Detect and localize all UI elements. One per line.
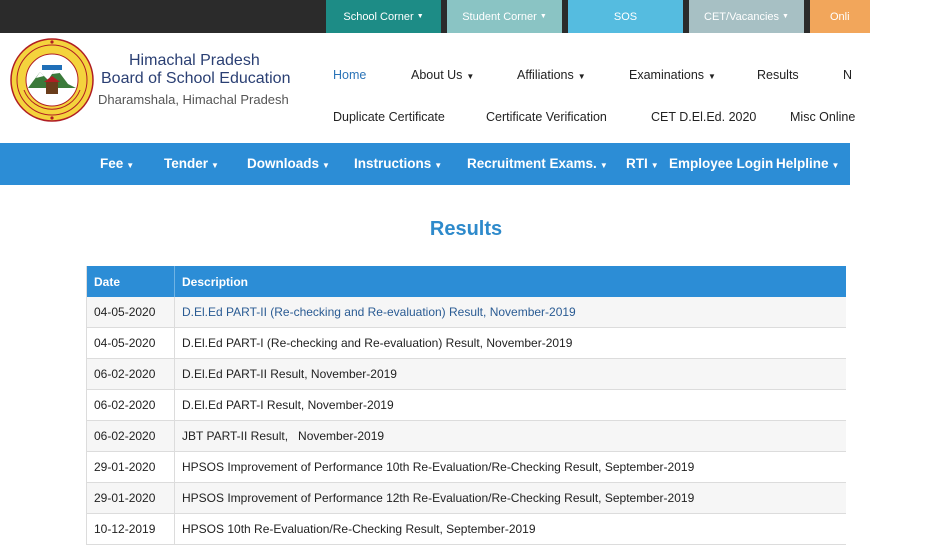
row-date: 29-01-2020 xyxy=(87,452,175,482)
menu-rti[interactable] xyxy=(626,156,659,171)
row-date: 06-02-2020 xyxy=(87,390,175,420)
brand-title-line2: Board of School Education xyxy=(101,70,291,87)
online-label: Onli xyxy=(830,10,850,23)
results-table xyxy=(86,266,846,545)
row-date: 29-01-2020 xyxy=(87,483,175,513)
student-corner-label: Student Corner xyxy=(462,10,537,23)
menu-helpline[interactable] xyxy=(776,156,839,171)
menu-employee-login[interactable]: Employee Login xyxy=(669,156,774,171)
row-description-link[interactable]: HPSOS 10th Re-Evaluation/Re-Checking Result, September-2019 xyxy=(182,522,536,536)
row-description-link[interactable]: HPSOS Improvement of Performance 10th Re-Evaluation/Re-Checking Result, September-2019 xyxy=(182,460,695,474)
chevron-down-icon: ▼ xyxy=(831,161,840,170)
nav-affiliations[interactable] xyxy=(517,68,586,82)
table-row xyxy=(87,328,846,359)
page-title: Results xyxy=(429,218,503,240)
sos-label: SOS xyxy=(613,10,638,23)
menu-downloads-label: Downloads xyxy=(247,156,320,171)
chevron-down-icon: ▼ xyxy=(434,161,443,170)
chevron-down-icon: ▼ xyxy=(782,13,789,20)
nav-home[interactable]: Home xyxy=(333,68,367,82)
row-description-link[interactable]: JBT PART-II Result, November-2019 xyxy=(182,429,385,443)
menu-instructions[interactable] xyxy=(354,156,442,171)
row-description-link[interactable]: HPSOS Improvement of Performance 12th Re-Evaluation/Re-Checking Result, September-2019 xyxy=(182,491,695,505)
row-date: 04-05-2020 xyxy=(87,328,175,358)
cet-vacancies-button[interactable] xyxy=(689,0,804,33)
chevron-down-icon: ▼ xyxy=(466,72,475,81)
nav-results[interactable]: Results xyxy=(757,68,799,82)
chevron-down-icon: ▼ xyxy=(126,161,135,170)
cet-vacancies-label: CET/Vacancies xyxy=(704,10,780,23)
column-header-description: Description xyxy=(182,274,249,289)
chevron-down-icon: ▼ xyxy=(539,13,547,20)
nav-duplicate-certificate[interactable]: Duplicate Certificate xyxy=(333,110,445,124)
row-date: 04-05-2020 xyxy=(87,297,175,327)
row-date: 06-02-2020 xyxy=(87,359,175,389)
nav-examinations-label: Examinations xyxy=(629,68,705,82)
school-corner-label: School Corner xyxy=(343,10,414,23)
nav-about-us[interactable] xyxy=(411,68,474,82)
table-row xyxy=(87,297,846,328)
table-row xyxy=(87,483,846,514)
brand-title-line1: Himachal Pradesh xyxy=(129,52,260,69)
table-row xyxy=(87,514,846,545)
sos-button[interactable] xyxy=(568,0,683,33)
online-button[interactable] xyxy=(810,0,870,33)
menu-tender[interactable] xyxy=(164,156,219,171)
chevron-down-icon: ▼ xyxy=(322,161,330,170)
row-date: 10-12-2019 xyxy=(87,514,175,544)
chevron-down-icon: ▼ xyxy=(599,161,608,170)
site-header xyxy=(0,33,856,143)
menu-fee-label: Fee xyxy=(100,156,124,171)
chevron-down-icon: ▼ xyxy=(650,161,659,170)
menu-rti-label: RTI xyxy=(626,156,648,171)
board-seal-logo[interactable] xyxy=(10,38,94,122)
menu-recruitment-exams[interactable] xyxy=(467,156,608,171)
table-row xyxy=(87,421,846,452)
student-corner-button[interactable] xyxy=(447,0,562,33)
school-corner-button[interactable] xyxy=(326,0,441,33)
row-date: 06-02-2020 xyxy=(87,421,175,451)
menu-instructions-label: Instructions xyxy=(354,156,432,171)
nav-examinations[interactable] xyxy=(629,68,716,82)
brand-location: Dharamshala, Himachal Pradesh xyxy=(98,92,289,107)
row-description-link[interactable]: D.El.Ed PART-I (Re-checking and Re-evaluation) Result, November-2019 xyxy=(182,336,573,350)
chevron-down-icon: ▼ xyxy=(211,161,219,170)
nav-certificate-verification[interactable]: Certificate Verification xyxy=(486,110,607,124)
table-row xyxy=(87,359,846,390)
menu-helpline-label: Helpline xyxy=(776,156,829,171)
menu-recruitment-label: Recruitment Exams. xyxy=(467,156,597,171)
row-description-link[interactable]: D.El.Ed PART-II (Re-checking and Re-evaluation) Result, November-2019 xyxy=(182,305,576,319)
top-strip xyxy=(0,0,850,33)
table-header xyxy=(87,266,846,297)
nav-truncated-item[interactable]: N xyxy=(843,68,853,82)
nav-cet-deled[interactable]: CET D.El.Ed. 2020 xyxy=(651,110,757,124)
nav-affiliations-label: Affiliations xyxy=(517,68,574,82)
row-description-link[interactable]: D.El.Ed PART-I Result, November-2019 xyxy=(182,398,394,412)
nav-about-us-label: About Us xyxy=(411,68,463,82)
chevron-down-icon: ▼ xyxy=(416,13,424,20)
nav-misc-online[interactable]: Misc Online xyxy=(790,110,856,124)
column-header-date: Date xyxy=(87,266,175,297)
menu-downloads[interactable] xyxy=(247,156,330,171)
table-body xyxy=(87,297,846,545)
menu-fee[interactable] xyxy=(100,156,134,171)
row-description-link[interactable]: D.El.Ed PART-II Result, November-2019 xyxy=(182,367,397,381)
chevron-down-icon: ▼ xyxy=(577,72,586,81)
menu-tender-label: Tender xyxy=(164,156,209,171)
table-row xyxy=(87,390,846,421)
table-row xyxy=(87,452,846,483)
chevron-down-icon: ▼ xyxy=(708,72,716,81)
secondary-nav-bar xyxy=(0,143,850,185)
